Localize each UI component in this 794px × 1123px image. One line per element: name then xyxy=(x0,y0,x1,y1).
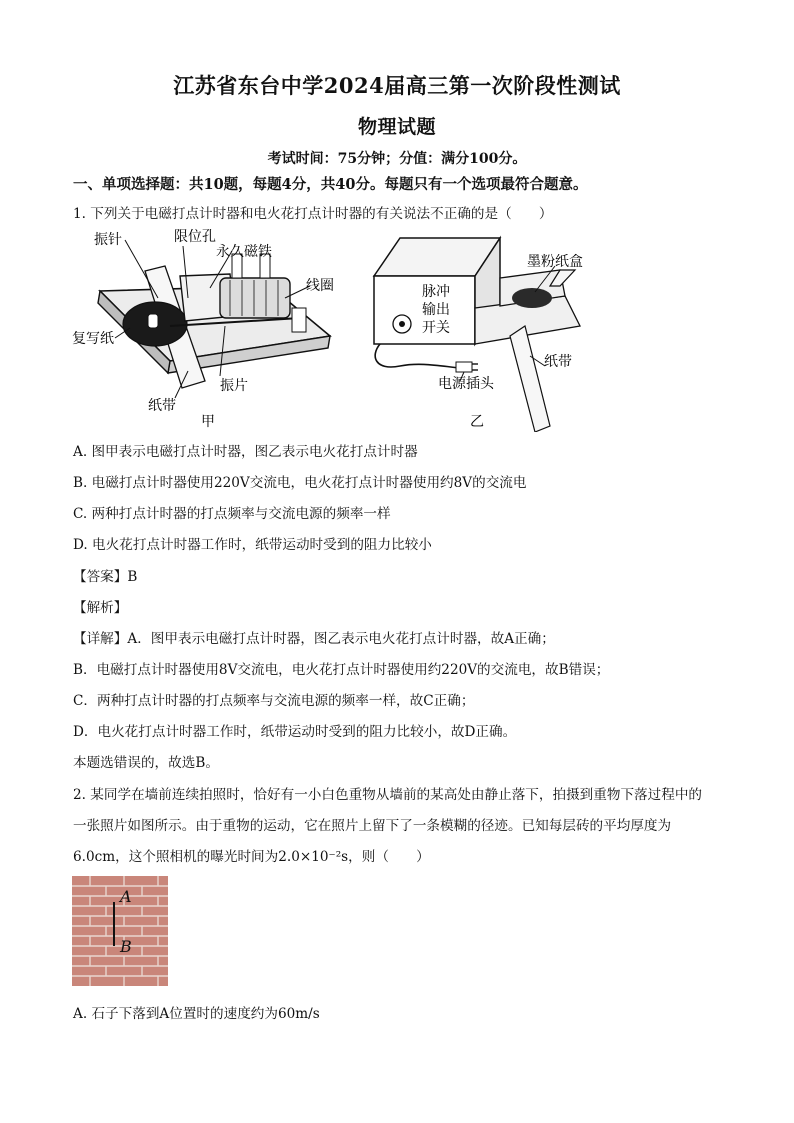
reed-clamp xyxy=(292,308,306,332)
paper-title: 江苏省东台中学2024届高三第一次阶段性测试 xyxy=(173,73,621,98)
label-pulse-1: 脉冲 xyxy=(422,284,450,300)
exam-info: 考试时间：75分钟；分值：满分100分。 xyxy=(267,151,527,167)
q1-detail-d: D．电火花打点计时器工作时，纸带运动时受到的阻力比较小，故D正确。 xyxy=(73,724,517,740)
q2-stem-line-3: 6.0cm，这个照相机的曝光时间为2.0×10⁻²s，则（ ） xyxy=(73,849,430,865)
paper-subtitle: 物理试题 xyxy=(357,116,436,138)
label-limit-hole: 限位孔 xyxy=(174,229,216,245)
carbon-slot xyxy=(148,314,158,328)
label-plug: 电源插头 xyxy=(438,376,494,392)
paper-tape-strip xyxy=(510,326,550,432)
label-point-b: B xyxy=(120,937,132,956)
label-pulse-2: 输出 xyxy=(422,302,450,318)
q1-detail-c: C．两种打点计时器的打点频率与交流电源的频率一样，故C正确； xyxy=(73,693,475,709)
brick-wall-photo xyxy=(72,876,168,986)
q1-stem: 1. 下列关于电磁打点计时器和电火花打点计时器的有关说法不正确的是（ ） xyxy=(73,206,553,222)
q2-option-a: A. 石子下落到A位置时的速度约为60m/s xyxy=(73,1006,320,1022)
label-reed: 振片 xyxy=(220,378,248,394)
q1-analysis-tag: 【解析】 xyxy=(73,600,128,616)
caption-jia: 甲 xyxy=(201,414,215,430)
q1-detail-a: 【详解】A．图甲表示电磁打点计时器，图乙表示电火花打点计时器，故A正确； xyxy=(73,631,555,647)
q1-option-a: A. 图甲表示电磁打点计时器，图乙表示电火花打点计时器 xyxy=(73,444,418,460)
q2-stem-line-2: 一张照片如图所示。由于重物的运动，它在照片上留下了一条模糊的径迹。已知每层砖的平均厚度为 xyxy=(73,818,672,834)
q1-option-c: C. 两种打点计时器的打点频率与交流电源的频率一样 xyxy=(73,506,391,522)
ink-disk xyxy=(512,288,552,308)
figure-yi xyxy=(360,226,620,432)
q1-detail-b: B．电磁打点计时器使用8V交流电，电火花打点计时器使用约220V的交流电，故B错误； xyxy=(73,662,610,678)
label-coil: 线圈 xyxy=(306,278,334,294)
label-tape: 纸带 xyxy=(544,354,572,370)
power-plug xyxy=(456,362,472,372)
q1-conclusion: 本题选错误的，故选B。 xyxy=(73,755,219,771)
label-carbon: 复写纸 xyxy=(72,331,114,347)
label-point-a: A xyxy=(120,887,132,906)
label-pulse-3: 开关 xyxy=(422,320,450,336)
label-magnet: 永久磁铁 xyxy=(216,244,272,260)
label-needle: 振针 xyxy=(94,232,122,248)
q1-option-d: D. 电火花打点计时器工作时，纸带运动时受到的阻力比较小 xyxy=(73,537,432,553)
q1-option-b: B. 电磁打点计时器使用220V交流电，电火花打点计时器使用约8V的交流电 xyxy=(73,475,527,491)
section-heading: 一、单项选择题：共10题，每题4分，共40分。每题只有一个选项最符合题意。 xyxy=(73,176,588,193)
label-tape: 纸带 xyxy=(148,398,176,414)
label-ink-box: 墨粉纸盒 xyxy=(527,254,583,270)
caption-yi: 乙 xyxy=(470,414,484,430)
switch-knob-center xyxy=(399,321,405,327)
q1-answer: 【答案】B xyxy=(73,569,138,585)
power-cord xyxy=(375,344,460,368)
figure-jia xyxy=(70,226,370,432)
coil-body xyxy=(220,278,290,318)
q2-stem-line-1: 2. 某同学在墙前连续拍照时，恰好有一小白色重物从墙前的某高处由静止落下，拍摄到重物下落过程中的 xyxy=(73,787,703,803)
